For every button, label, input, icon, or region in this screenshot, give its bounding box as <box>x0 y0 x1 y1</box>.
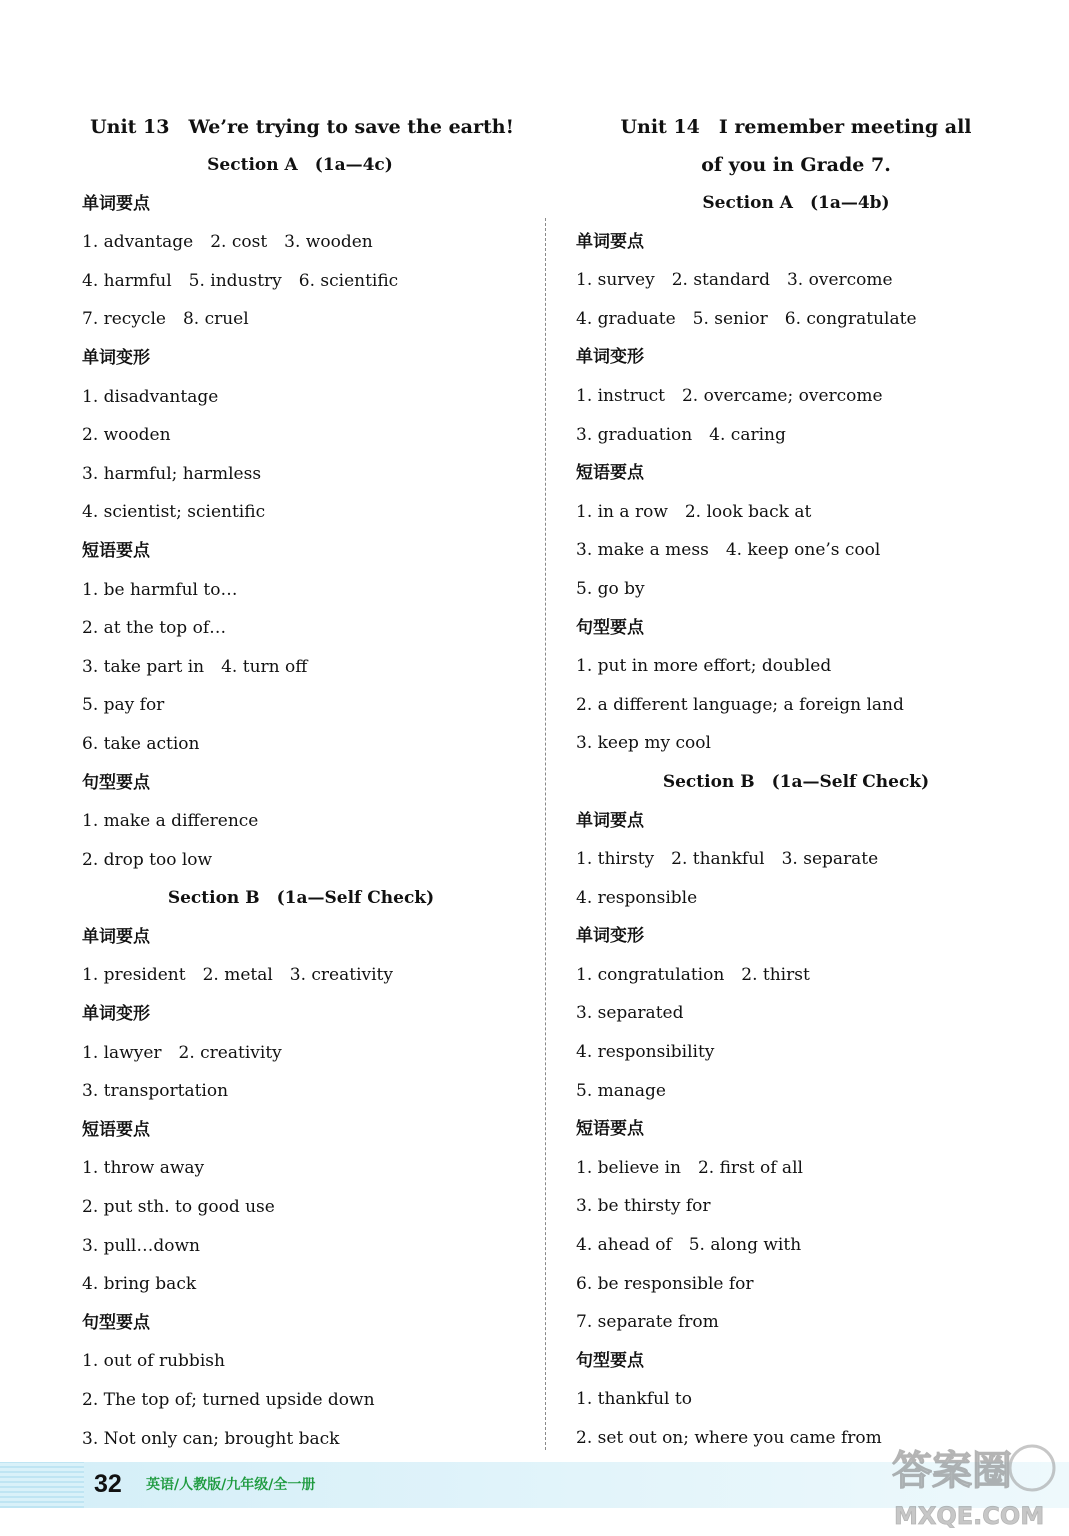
answer-line: 5. manage <box>576 1080 666 1101</box>
answer-line: 1. out of rubbish <box>82 1351 225 1372</box>
answer-line: 3. be thirsty for <box>576 1196 711 1217</box>
unit-13-section-b-title: Section B (1a—Self Check) <box>167 888 435 909</box>
section-heading: 短语要点 <box>82 1119 150 1140</box>
unit-13-title: Unit 13 We’re trying to save the earth! <box>90 116 514 138</box>
answer-line: 2. at the top of… <box>82 618 227 639</box>
unit-14-section-b-title: Section B (1a—Self Check) <box>662 771 930 792</box>
section-heading: 单词要点 <box>82 926 150 947</box>
answer-line: 7. recycle 8. cruel <box>82 309 249 330</box>
answer-line: 2. wooden <box>82 425 171 446</box>
answer-line: 3. Not only can; brought back <box>82 1428 340 1449</box>
answer-line: 3. separated <box>576 1003 684 1024</box>
section-heading: 单词要点 <box>576 810 644 831</box>
answer-line: 1. in a row 2. look back at <box>576 501 812 522</box>
section-heading: 单词要点 <box>82 193 150 214</box>
section-heading: 单词要点 <box>576 231 644 252</box>
answer-line: 1. instruct 2. overcame; overcome <box>576 385 883 406</box>
answer-line: 3. graduation 4. caring <box>576 424 786 445</box>
answer-line: 3. harmful; harmless <box>82 463 262 484</box>
section-heading: 短语要点 <box>576 1119 644 1140</box>
answer-line: 1. make a difference <box>82 811 259 832</box>
answer-line: 2. a different language; a foreign land <box>576 694 904 715</box>
answer-line: 1. believe in 2. first of all <box>576 1157 803 1178</box>
answer-line: 6. take action <box>82 733 200 754</box>
answer-line: 4. scientist; scientific <box>82 502 266 523</box>
unit-14-title-line-1: Unit 14 I remember meeting all <box>620 116 972 138</box>
unit-14-title-line-2: of you in Grade 7. <box>701 154 891 176</box>
answer-line: 4. responsible <box>576 887 698 908</box>
section-heading: 短语要点 <box>82 540 150 561</box>
answer-line: 2. drop too low <box>82 849 213 870</box>
watermark-logo <box>880 1438 1060 1534</box>
answer-line: 4. harmful 5. industry 6. scientific <box>82 270 399 291</box>
unit-13-section-a-title: Section A (1a—4c) <box>207 155 393 175</box>
section-heading: 单词变形 <box>576 347 644 368</box>
answer-line: 5. go by <box>576 578 645 599</box>
book-info: 英语/人教版/九年级/全一册 <box>146 1477 316 1493</box>
answer-line: 2. The top of; turned upside down <box>82 1390 375 1410</box>
svg-text:答案圈: 答案圈 <box>892 1448 1012 1494</box>
answer-line: 2. put sth. to good use <box>82 1197 275 1218</box>
answer-line: 1. put in more effort; doubled <box>576 656 832 677</box>
column-divider <box>545 218 546 1450</box>
answer-line: 1. thirsty 2. thankful 3. separate <box>576 849 879 870</box>
unit-13-column <box>82 108 532 1458</box>
answer-line: 4. bring back <box>82 1274 197 1295</box>
answer-line: 1. congratulation 2. thirst <box>576 964 810 985</box>
footer-stripe-decoration <box>0 1462 84 1508</box>
answer-line: 7. separate from <box>576 1312 719 1333</box>
answer-line: 3. make a mess 4. keep one’s cool <box>576 540 881 561</box>
section-heading: 句型要点 <box>82 772 150 793</box>
answer-line: 2. set out on; where you came from <box>576 1428 882 1448</box>
answer-line: 4. responsibility <box>576 1042 715 1063</box>
answer-line: 5. pay for <box>82 695 165 716</box>
answer-line: 4. ahead of 5. along with <box>576 1235 802 1256</box>
answer-line: 3. pull…down <box>82 1235 200 1256</box>
answer-line: 1. be harmful to… <box>82 579 238 600</box>
answer-line: 6. be responsible for <box>576 1273 754 1294</box>
answer-line: 1. president 2. metal 3. creativity <box>82 965 393 986</box>
section-heading: 句型要点 <box>576 617 644 638</box>
answer-line: 3. transportation <box>82 1081 229 1102</box>
answer-line: 1. advantage 2. cost 3. wooden <box>82 232 373 253</box>
svg-text:MXQE.COM: MXQE.COM <box>894 1502 1045 1530</box>
answer-line: 4. graduate 5. senior 6. congratulate <box>576 308 917 329</box>
answer-line: 1. throw away <box>82 1158 205 1179</box>
section-heading: 单词变形 <box>576 926 644 947</box>
answer-line: 1. lawyer 2. creativity <box>82 1042 282 1063</box>
section-heading: 句型要点 <box>82 1312 150 1333</box>
section-heading: 单词变形 <box>82 347 150 368</box>
answer-line: 1. thankful to <box>576 1389 692 1410</box>
answer-line: 3. keep my cool <box>576 733 711 754</box>
answer-line: 1. survey 2. standard 3. overcome <box>576 270 893 291</box>
unit-14-column <box>576 108 1046 1458</box>
section-heading: 单词变形 <box>82 1004 150 1025</box>
section-heading: 短语要点 <box>576 463 644 484</box>
unit-14-section-a-title: Section A (1a—4b) <box>702 193 890 213</box>
page-number: 32 <box>94 1470 122 1498</box>
answer-line: 3. take part in 4. turn off <box>82 656 308 677</box>
answer-line: 1. disadvantage <box>82 386 219 407</box>
section-heading: 句型要点 <box>576 1350 644 1371</box>
